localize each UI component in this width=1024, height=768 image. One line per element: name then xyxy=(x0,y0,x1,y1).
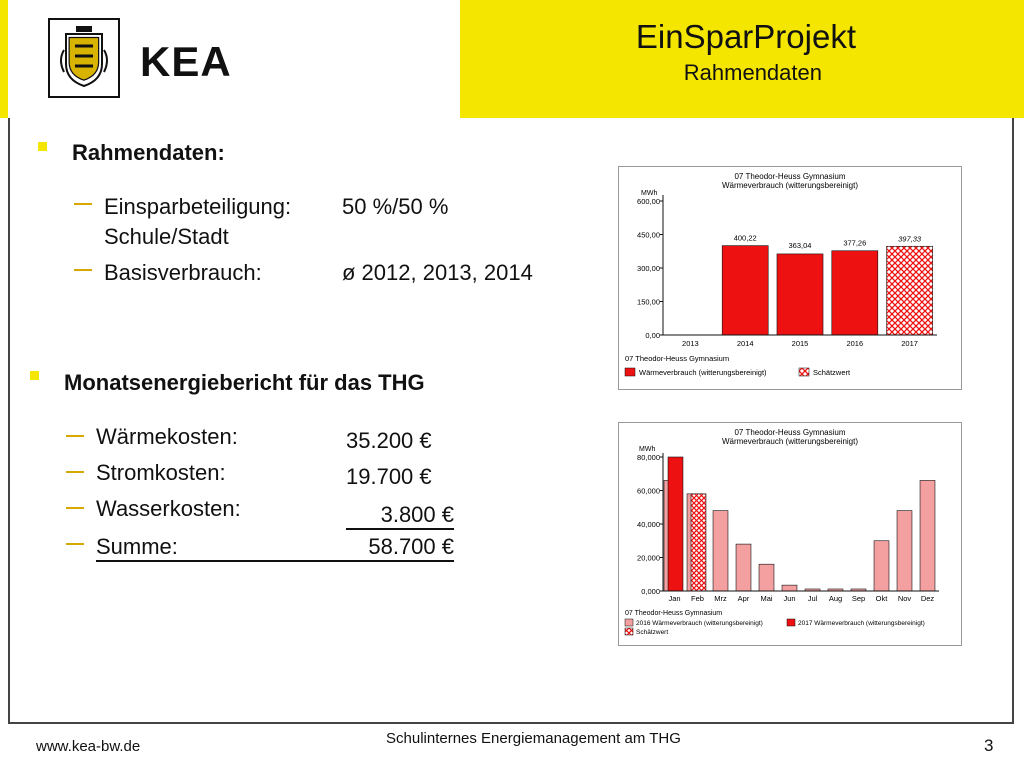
wasserkosten-label: Wasserkosten: xyxy=(96,496,241,521)
chart1-legend-swatch-estimate xyxy=(799,368,809,376)
chart2-ytick-label: 40,000 xyxy=(637,520,660,529)
summe-label: Summe: xyxy=(96,534,454,562)
waermekosten-value: 35.200 € xyxy=(346,428,432,453)
page-title: EinSparProjekt xyxy=(635,18,856,55)
einsparbeteiligung-label: Einsparbeteiligung: xyxy=(104,194,292,219)
chart1-legend-swatch-actual xyxy=(625,368,635,376)
chart2-bar-2016 xyxy=(874,541,889,591)
chart2-xtick-label: Jul xyxy=(807,594,818,603)
bullet-square-icon xyxy=(30,371,39,380)
chart1-bar xyxy=(722,246,768,335)
chart2-xtick-label: Feb xyxy=(691,594,704,603)
dash-icon xyxy=(74,269,92,271)
chart2-xtick-label: Apr xyxy=(737,594,750,603)
chart2-bar-2016 xyxy=(759,564,774,591)
coat-of-arms-frame xyxy=(48,18,120,98)
chart1-xtick-label: 2017 xyxy=(901,339,918,348)
chart1-bar-value-label: 400,22 xyxy=(733,233,757,243)
chart2-xtick-label: Sep xyxy=(851,594,866,603)
chart2-xtick-label: Jun xyxy=(783,594,796,603)
chart2-xtick-label: Jan xyxy=(668,594,681,603)
chart2-xtick-label: Dez xyxy=(920,594,935,603)
chart1-legend-actual: Wärmeverbrauch (witterungsbereinigt) xyxy=(639,368,767,377)
chart2-ytick-label: 20,000 xyxy=(637,553,660,563)
chart1-bar xyxy=(887,246,933,335)
monthly-chart-svg xyxy=(619,423,961,645)
chart1-bar xyxy=(832,251,878,335)
chart2-legend-swatch-2017 xyxy=(787,619,795,626)
chart1-legend-estimate: Schätzwert xyxy=(813,368,851,377)
chart2-bar-2017 xyxy=(691,494,706,591)
section-monatsenergiebericht-heading: Monatsenergiebericht für das THG xyxy=(64,370,425,395)
chart1-bar xyxy=(777,254,823,335)
logo-area xyxy=(8,0,460,120)
dash-icon xyxy=(66,543,84,545)
chart1-xtick-label: 2016 xyxy=(846,339,864,348)
page-subtitle: Rahmendaten xyxy=(683,60,822,85)
chart1-ytick-label: 300,00 xyxy=(637,264,660,273)
dash-icon xyxy=(66,435,84,437)
chart1-ytick-label: 150,00 xyxy=(637,297,660,307)
chart1-ytick-label: 600,00 xyxy=(637,197,660,206)
chart2-bar-2016 xyxy=(713,511,728,591)
yearly-chart-svg xyxy=(619,167,961,389)
chart1-ylabel: MWh xyxy=(641,190,658,197)
summe-value: 58.700 € xyxy=(368,534,454,559)
chart1-xtick-label: 2014 xyxy=(736,339,754,348)
chart1-bar-value-label: 363,04 xyxy=(788,240,812,250)
section-rahmendaten-heading: Rahmendaten: xyxy=(72,140,225,165)
footer-url[interactable]: www.kea-bw.de xyxy=(36,738,141,755)
footer-center-text: Schulinternes Energiemanagement am THG xyxy=(386,730,681,747)
chart2-bar-2016 xyxy=(920,480,935,591)
chart1-bar-value-label: 397,33 xyxy=(898,234,922,244)
chart2-legend-title: 07 Theodor-Heuss Gymnasium xyxy=(625,610,723,617)
monthly-chart xyxy=(618,422,962,646)
chart2-bar-2017 xyxy=(668,457,683,591)
chart2-legend-swatch-2016 xyxy=(625,619,633,626)
stromkosten-value: 19.700 € xyxy=(346,464,432,489)
chart1-ytick-label: 0,00 xyxy=(645,331,660,340)
chart2-bar-2016 xyxy=(736,544,751,591)
chart2-legend-estimate: Schätzwert xyxy=(636,629,669,636)
chart2-legend-2016: 2016 Wärmeverbrauch (witterungsbereinigt) xyxy=(636,620,763,627)
dash-icon xyxy=(66,507,84,509)
dash-icon xyxy=(74,203,92,205)
chart2-xtick-label: Nov xyxy=(897,594,912,603)
basisverbrauch-label: Basisverbrauch: xyxy=(104,260,262,285)
waermekosten-label: Wärmekosten: xyxy=(96,424,238,449)
chart2-ytick-label: 60,000 xyxy=(637,486,660,496)
chart1-legend-title: 07 Theodor-Heuss Gymnasium xyxy=(625,354,730,363)
chart2-legend-2017: 2017 Wärmeverbrauch (witterungsbereinigt) xyxy=(798,620,925,627)
chart2-xtick-label: Mai xyxy=(760,594,773,603)
kea-logo-text: KEA xyxy=(140,38,232,85)
chart2-ytick-label: 80,000 xyxy=(637,453,660,462)
chart2-legend-swatch-estimate xyxy=(625,628,633,635)
yearly-chart xyxy=(618,166,962,390)
footer-page-number: 3 xyxy=(984,736,994,755)
chart1-bar-value-label: 377,26 xyxy=(843,238,867,248)
chart2-title: 07 Theodor-Heuss Gymnasium xyxy=(734,428,846,437)
chart1-subtitle: Wärmeverbrauch (witterungsbereinigt) xyxy=(721,181,859,190)
chart1-ytick-label: 450,00 xyxy=(637,230,660,240)
chart2-ytick-label: 0,000 xyxy=(641,587,660,596)
chart1-xtick-label: 2015 xyxy=(791,339,809,348)
einsparbeteiligung-continuation: Schule/Stadt xyxy=(104,224,229,249)
chart2-xtick-label: Aug xyxy=(828,594,843,603)
chart2-bar-2016 xyxy=(782,585,797,591)
chart2-ylabel: MWh xyxy=(639,446,656,453)
dash-icon xyxy=(66,471,84,473)
bullet-square-icon xyxy=(38,142,47,151)
chart2-xtick-label: Okt xyxy=(875,594,888,603)
chart2-xtick-label: Mrz xyxy=(714,594,727,603)
chart2-bar-2016 xyxy=(897,511,912,591)
wasserkosten-value: 3.800 € xyxy=(346,502,454,530)
chart1-title: 07 Theodor-Heuss Gymnasium xyxy=(734,172,846,181)
einsparbeteiligung-value: 50 %/50 % xyxy=(342,194,449,219)
chart1-xtick-label: 2013 xyxy=(682,339,699,348)
chart2-subtitle: Wärmeverbrauch (witterungsbereinigt) xyxy=(721,437,859,446)
coat-of-arms-icon xyxy=(50,20,118,96)
basisverbrauch-value: ø 2012, 2013, 2014 xyxy=(342,260,533,285)
stromkosten-label: Stromkosten: xyxy=(96,460,226,485)
